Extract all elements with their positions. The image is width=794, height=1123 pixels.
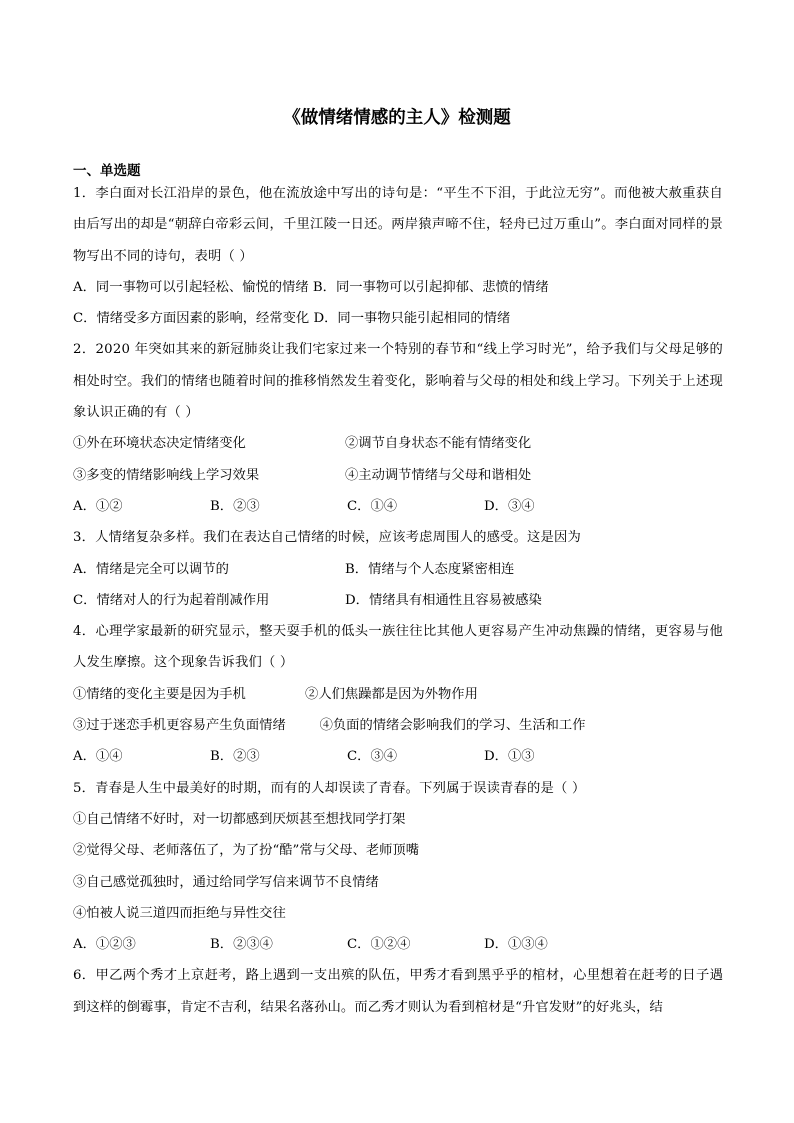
- option-a: A．①④: [73, 749, 123, 765]
- option-c: C．③④: [347, 749, 398, 765]
- question-5: [73, 773, 723, 961]
- option-d: D．③④: [484, 498, 535, 514]
- statement-item: ①外在环境状态决定情绪变化: [73, 436, 246, 452]
- question-stem: 5．青春是人生中最美好的时期，而有的人却误读了青春。下列属于误读青春的是（ ）: [73, 780, 586, 796]
- question-list: [73, 178, 723, 1023]
- option-row: [73, 554, 723, 585]
- statement-item: ②调节自身状态不能有情绪变化: [345, 436, 532, 452]
- option-row: [73, 929, 723, 960]
- option-c: C．①②④: [347, 937, 411, 953]
- statement-item: ③多变的情绪影响线上学习效果: [73, 467, 260, 483]
- statement-line: ①情绪的变化主要是因为手机 ②人们焦躁都是因为外物作用: [73, 686, 478, 702]
- option-d: D．情绪具有相通性且容易被感染: [345, 592, 542, 608]
- question-4: [73, 616, 723, 772]
- option-b: B．②③: [210, 749, 260, 765]
- question-stem: 4．心理学家最新的研究显示，整天耍手机的低头一族往往比其他人更容易产生冲动焦躁的情绪，更容易与他人发生摩擦。这个现象告诉我们（ ）: [73, 624, 723, 671]
- statement-item: ④怕被人说三道四而拒绝与异性交往: [73, 905, 286, 921]
- statement-item: ②觉得父母、老师落伍了，为了扮“酷”常与父母、老师顶嘴: [73, 843, 420, 859]
- question-1: [73, 178, 723, 334]
- option-a: A．①②③: [73, 937, 136, 953]
- option-c: C．情绪对人的行为起着削减作用: [73, 592, 270, 608]
- option-row: [73, 741, 723, 772]
- statement-item: ④主动调节情绪与父母和谐相处: [345, 467, 532, 483]
- question-stem: 2．2020 年突如其来的新冠肺炎让我们宅家过来一个特别的春节和“线上学习时光”，给予我们与父母足够的相处时空。我们的情绪也随着时间的推移悄然发生着变化，影响着与父母的相处和线上学习。下列关于上述现象认识正确的有（ ）: [73, 342, 723, 421]
- option-line: A．同一事物可以引起轻松、愉悦的情绪 B．同一事物可以引起抑郁、悲愤的情绪: [73, 279, 549, 295]
- question-2: [73, 334, 723, 522]
- statement-row: [73, 428, 723, 459]
- question-3: [73, 522, 723, 616]
- option-d: D．①③: [484, 749, 535, 765]
- statement-item: ①自己情绪不好时，对一切都感到厌烦甚至想找同学打架: [73, 811, 406, 827]
- option-c: C．①④: [347, 498, 398, 514]
- statement-item: ③自己感觉孤独时，通过给同学写信来调节不良情绪: [73, 874, 379, 890]
- option-line: C．情绪受多方面因素的影响，经常变化 D．同一事物只能引起相同的情绪: [73, 311, 511, 327]
- section-heading: 一、单选题: [73, 163, 141, 179]
- option-a: A．情绪是完全可以调节的: [73, 561, 229, 577]
- option-d: D．①③④: [484, 937, 548, 953]
- statement-row: [73, 460, 723, 491]
- option-b: B．②③④: [210, 937, 273, 953]
- option-b: B．②③: [210, 498, 260, 514]
- option-row: [73, 491, 723, 522]
- question-stem: 1．李白面对长江沿岸的景色，他在流放途中写出的诗句是：“平生不下泪，于此泣无穷”。而他被大赦重获自由后写出的却是“朝辞白帝彩云间，千里江陵一日还。两岸猿声啼不住，轻舟已过万重山”。李白面对同样的景物写出不同的诗句，表明（ ）: [73, 186, 723, 264]
- option-a: A．①②: [73, 498, 123, 514]
- question-6: [73, 960, 723, 1023]
- option-b: B．情绪与个人态度紧密相连: [345, 561, 515, 577]
- statement-line: ③过于迷恋手机更容易产生负面情绪 ④负面的情绪会影响我们的学习、生活和工作: [73, 718, 586, 734]
- question-stem: 3．人情绪复杂多样。我们在表达自己情绪的时候，应该考虑周围人的感受。这是因为: [73, 530, 582, 546]
- question-stem: 6．甲乙两个秀才上京赶考，路上遇到一支出殡的队伍，甲秀才看到黑乎乎的棺材，心里想着在赶考的日子遇到这样的倒霉事，肯定不吉利，结果名落孙山。而乙秀才则认为看到棺材是“升官发财”的好兆头，结: [73, 968, 723, 1015]
- option-row: [73, 585, 723, 616]
- page-title: 《做情绪情感的主人》检测题: [283, 108, 511, 128]
